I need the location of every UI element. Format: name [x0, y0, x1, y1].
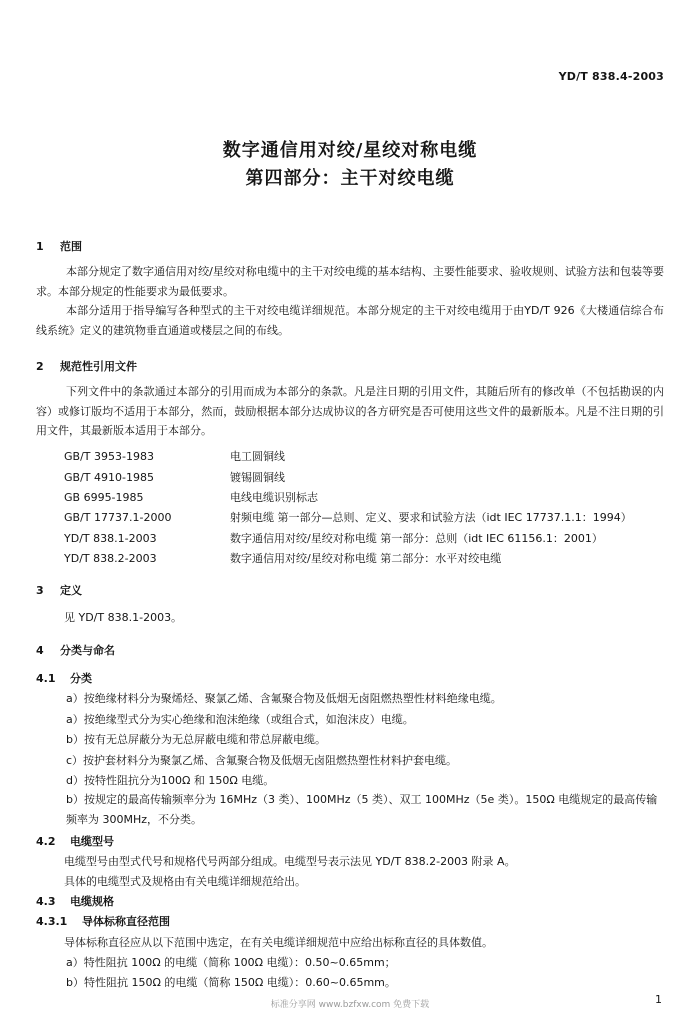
- reference-code: YD/T 838.1-2003: [64, 532, 157, 545]
- section-number: 4.3: [36, 895, 56, 908]
- reference-row: [64, 448, 285, 464]
- reference-row: [64, 550, 501, 566]
- section-4-2-line-2: 具体的电缆型式及规格由有关电缆详细规范给出。: [64, 875, 306, 888]
- section-4-3-1-text: 导体标称直径应从以下范围中选定，在有关电缆详细规范中应给出标称直径的具体数值。: [64, 936, 493, 949]
- section-2-heading: [36, 358, 137, 374]
- section-3-heading: [36, 582, 82, 598]
- standard-code: YD/T 838.4-2003: [558, 70, 664, 83]
- section-title: 分类: [70, 672, 92, 685]
- section-title: 电缆型号: [70, 835, 114, 848]
- reference-row: [64, 489, 318, 505]
- section-number: 4.1: [36, 672, 56, 685]
- section-number: 3: [36, 584, 44, 597]
- section-title: 范围: [60, 240, 82, 253]
- reference-row: [64, 530, 603, 546]
- reference-code: YD/T 838.2-2003: [64, 552, 157, 565]
- section-title: 电缆规格: [70, 895, 114, 908]
- document-subtitle: 第四部分：主干对绞电缆: [245, 168, 455, 189]
- classification-item: b）按有无总屏蔽分为无总屏蔽电缆和带总屏蔽电缆。: [66, 733, 326, 746]
- classification-item: d）按特性阻抗分为100Ω 和 150Ω 电缆。: [66, 774, 275, 787]
- section-3-text: 见 YD/T 838.1-2003。: [64, 611, 183, 624]
- classification-item: c）按护套材料分为聚氯乙烯、含氟聚合物及低烟无卤阻燃热塑性材料护套电缆。: [66, 754, 458, 767]
- section-4-1-heading: [36, 670, 92, 686]
- section-1-heading: [36, 238, 82, 254]
- classification-item: b）按规定的最高传输频率分为 16MHz（3 类）、100MHz（5 类）、双工 100MHz（5e 类）。150Ω 电缆规定的最高传输频率为 300MHz，不分类。: [66, 793, 658, 826]
- section-title: 定义: [60, 584, 82, 597]
- classification-item: a）按绝缘材料分为聚烯烃、聚氯乙烯、含氟聚合物及低烟无卤阻燃热塑性材料绝缘电缆。: [66, 692, 502, 705]
- page-number: 1: [655, 993, 662, 1006]
- reference-code: GB 6995-1985: [64, 491, 144, 504]
- section-4-2-heading: [36, 833, 114, 849]
- diameter-item: b）特性阻抗 150Ω 的电缆（简称 150Ω 电缆）：0.60~0.65mm。: [66, 976, 396, 989]
- section-number: 4.2: [36, 835, 56, 848]
- section-4-2-line-1: 电缆型号由型式代号和规格代号两部分组成。电缆型号表示法见 YD/T 838.2-2003 附录 A。: [64, 855, 516, 868]
- reference-title: 电线电缆识别标志: [230, 491, 318, 504]
- section-number: 4.3.1: [36, 915, 68, 928]
- section-title: 导体标称直径范围: [82, 915, 170, 928]
- section-1-paragraph-2: 本部分适用于指导编写各种型式的主干对绞电缆详细规范。本部分规定的主干对绞电缆用于由YD/T 926《大楼通信综合布线系统》定义的建筑物垂直通道或楼层之间的布线。: [36, 304, 664, 337]
- section-1-paragraph-1: 本部分规定了数字通信用对绞/星绞对称电缆中的主干对绞电缆的基本结构、主要性能要求、验收规则、试验方法和包装等要求。本部分规定的性能要求为最低要求。: [36, 265, 664, 298]
- section-2-paragraph: 下列文件中的条款通过本部分的引用而成为本部分的条款。凡是注日期的引用文件，其随后所有的修改单（不包括勘误的内容）或修订版均不适用于本部分，然而，鼓励根据本部分达成协议的各方研究是否可使用这些文件的最新版本。凡是不注日期的引用文件，其最新版本适用于本部分。: [36, 385, 664, 437]
- section-number: 4: [36, 644, 44, 657]
- reference-code: GB/T 17737.1-2000: [64, 511, 172, 524]
- section-title: 分类与命名: [60, 644, 115, 657]
- section-4-3-1-heading: [36, 913, 170, 929]
- section-number: 2: [36, 360, 44, 373]
- section-number: 1: [36, 240, 44, 253]
- section-title: 规范性引用文件: [60, 360, 137, 373]
- reference-title: 电工圆铜线: [230, 450, 285, 463]
- watermark-footer: 标准分享网 www.bzfxw.com 免费下载: [270, 1000, 430, 1010]
- reference-row: [64, 509, 632, 525]
- reference-title: 数字通信用对绞/星绞对称电缆 第二部分：水平对绞电缆: [230, 552, 502, 565]
- reference-code: GB/T 3953-1983: [64, 450, 154, 463]
- classification-item: a）按绝缘型式分为实心绝缘和泡沫绝缘（或组合式，如泡沫皮）电缆。: [66, 713, 414, 726]
- section-4-heading: [36, 642, 115, 658]
- diameter-item: a）特性阻抗 100Ω 的电缆（简称 100Ω 电缆）：0.50~0.65mm；: [66, 956, 396, 969]
- reference-title: 射频电缆 第一部分—总则、定义、要求和试验方法（idt IEC 17737.1.1：1994）: [230, 511, 632, 524]
- reference-code: GB/T 4910-1985: [64, 471, 154, 484]
- document-title: 数字通信用对绞/星绞对称电缆: [222, 140, 478, 161]
- reference-row: [64, 469, 285, 485]
- section-4-3-heading: [36, 893, 114, 909]
- reference-title: 数字通信用对绞/星绞对称电缆 第一部分：总则（idt IEC 61156.1：2001）: [230, 532, 603, 545]
- reference-title: 镀锡圆铜线: [230, 471, 285, 484]
